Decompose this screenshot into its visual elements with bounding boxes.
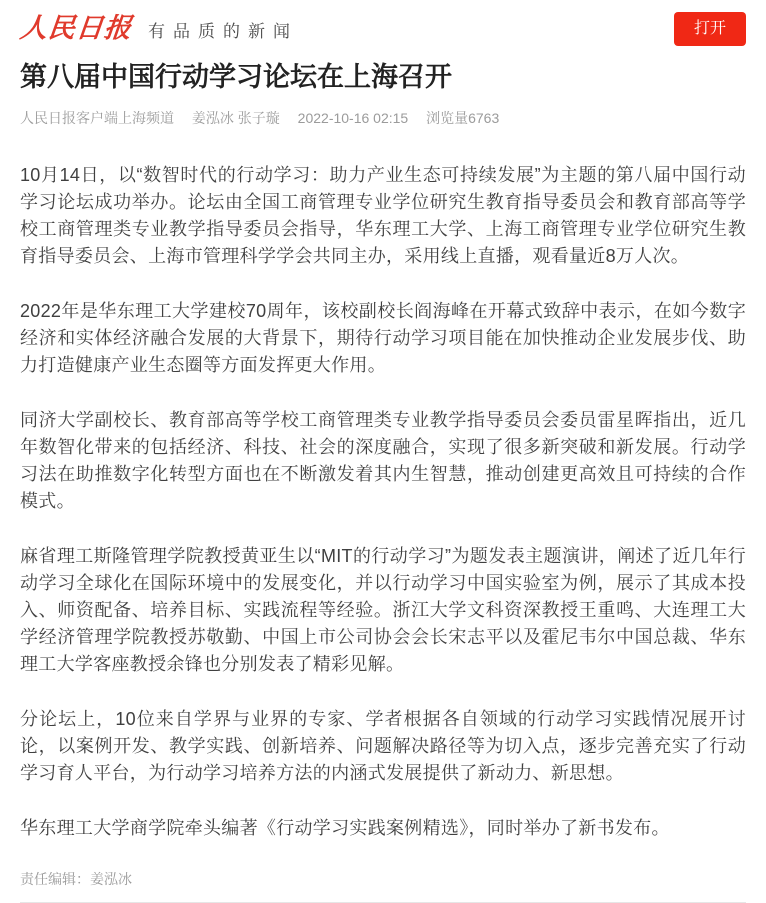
page-header xyxy=(20,0,746,46)
article-paragraph: 同济大学副校长、教育部高等学校工商管理类专业教学指导委员会委员雷星晖指出，近几年数智化带来的包括经济、科技、社会的深度融合，实现了很多新突破和新发展。行动学习法在助推数字化转型方面也在不断激发着其内生智慧，推动创建更高效且可持续的合作模式。 xyxy=(20,410,746,511)
article-meta xyxy=(20,109,746,127)
article-paragraph: 麻省理工斯隆管理学院教授黄亚生以“MIT的行动学习”为题发表主题演讲，阐述了近几年行动学习全球化在国际环境中的发展变化，并以行动学习中国实验室为例，展示了其成本投入、师资配备、培养目标、实践流程等经验。浙江大学文科资深教授王重鸣、大连理工大学经济管理学院教授苏敬勤、中国上市公司协会会长宋志平以及霍尼韦尔中国总裁、华东理工大学客座教授余锋也分别发表了精彩见解。 xyxy=(20,546,746,674)
masthead-slogan: 有品质的新闻 xyxy=(148,22,298,41)
article xyxy=(20,60,746,888)
article-paragraph: 10月14日，以“数智时代的行动学习：助力产业生态可持续发展”为主题的第八届中国行动学习论坛成功举办。论坛由全国工商管理专业学位研究生教育指导委员会和教育部高等学校工商管理类专业教学指导委员会指导，华东理工大学、上海工商管理专业学位研究生教育指导委员会、上海市管理科学学会共同主办，采用线上直播，观看量近8万人次。 xyxy=(20,165,746,266)
article-paragraph: 2022年是华东理工大学建校70周年，该校副校长阎海峰在开幕式致辞中表示，在如今数字经济和实体经济融合发展的大背景下，期待行动学习项目能在加快推动企业发展步伐、助力打造健康产业生态圈等方面发挥更大作用。 xyxy=(20,301,746,375)
article-title: 第八届中国行动学习论坛在上海召开 xyxy=(20,62,452,92)
article-authors: 姜泓冰 张子璇 xyxy=(191,110,280,126)
peoples-daily-logo[interactable]: 人民日报 xyxy=(18,13,134,44)
open-app-button[interactable]: 打开 xyxy=(674,12,746,46)
article-date: 2022-10-16 02:15 xyxy=(297,110,409,126)
editor-note: 责任编辑：姜泓冰 xyxy=(20,871,132,887)
article-paragraph: 华东理工大学商学院牵头编著《行动学习实践案例精选》，同时举办了新书发布。 xyxy=(20,818,670,838)
article-source: 人民日报客户端上海频道 xyxy=(20,110,174,126)
article-paragraph: 分论坛上，10位来自学界与业界的专家、学者根据各自领域的行动学习实践情况展开讨论，以案例开发、教学实践、创新培养、问题解决路径等为切入点，逐步完善充实了行动学习育人平台，为行动学习培养方法的内涵式发展提供了新动力、新思想。 xyxy=(20,709,746,783)
article-body xyxy=(20,162,746,842)
article-views: 浏览量6763 xyxy=(426,110,500,126)
masthead[interactable] xyxy=(20,14,298,44)
